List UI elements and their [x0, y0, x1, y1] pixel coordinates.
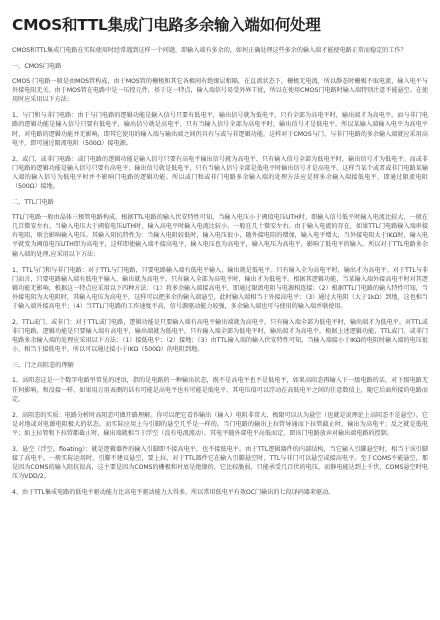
paragraph: 2、或门、或非门电路：或门电路的逻辑功能是输入信号只要有高电平输出信号就为高电平，只有输入信号全部为低电平时，输出信号才为低电平。而或非门电路的逻辑功能是输入信号只要有高电平，输出信号就是低电平，只有当输入信号全部是低电平时输出信号才是高电平。这样当某个或者或非门电路某输入端的输入信号为低电平时并不影响门电路的逻辑功能。所以或门和或非门电路多余输入端的处理方法应是将多余输入端接低电平，即通过限流电阻（500Ω）接地。	[12, 155, 428, 191]
paragraph: 1、高阻态这是一个数字电路里常见的述语，指的是电路的一种输出状态，既不是高电平也不是低电平，如果高阻态再输入下一级电路的话，对下级电路无任何影响，和没接一样，如果用万用表测的话有可能是高电平也有可能是低电平，其电压值可以浮动在高低电平之间的任意数值上，随它后面所接的电路而定。	[12, 377, 428, 403]
paragraph: 2、TTL或门、或非门：对于TTL或门电路，逻辑功能是只要输入端有高电平输出端就为高电平，只有输入端全部为低电平时，输出端才为低电平。对TTL或非门电路，逻辑功能是只要输入端有高电平，输出端就为低电平，只有输入端全部为低电平时，输出端才为高电平。根据上述逻辑功能，TTL或门、或非门电路多余输入端的处理应采用以下方法：（1）接低电平；（2）接地；（3）由TTL输入端的输入伏安特性可知，当输入端接小于IKΩ的电阻时输入端的电压很小，相当于接低电平，所以可以通过接小于IKΩ（500Ω）的电阻到地。	[12, 319, 428, 354]
article-body	[12, 46, 428, 497]
paragraph: 2、高阻态的实质：电路分析时高阻态可做开路理解。你可以把它看作输出（输入）电阻非常大，极限可以认为悬空（也就是说理论上高阻态不是悬空）。它是对地或对电源电阻极大的状态。而实际应用上与引脚的悬空几乎是一样的。当门电路的输出上拉管导通而下拉管截止时，输出为高电平；反之就是低电平；如上拉管和下拉管都截止时，输出端就相当于浮空（没有电流流动），其电平随外部电平高低而定，即该门电路放弃对输出端电路的控制。	[12, 411, 428, 437]
paragraph: 4、由于TTL集成电路的低电平驱动能力比高电平驱动能力大得多，所以常用低电平有效OC门输出的七段译码器来驱动。	[12, 489, 335, 497]
paragraph: TTL门电路一般由晶体三极管电路构成。根据TTL电路的输入伏安特性可知，当输入电压小于阈值电压UTH时，即输入信号低平时输入电流比较大，一般在几百微安左右。当输入电压大于阈值电压UTH时，输入高电平时输入电流比较小，一般在几十微安左右。由于输入电流的存在，如果TTL门电路输入端串接有电阻，则会影响输入电压。其输入阻抗特性为：当输入电阻较低时，输入电压很小，随外接电阻的增加，输入电平增大，当外接电阻大于IKΩ时，输入电平就变为阈值电压UTH即为高电平，这样即使输入端不接高电平，输入电压也为高电平，输入电压为高电平，影响了低电平的输入。所以对于TTL电路多余输入端的处理,应采用以下方法：	[12, 214, 428, 258]
paragraph: 3、悬空（浮空，floating）：就是逻辑器件的输入引脚即不接高电平，也不接低电平。由于TTL逻辑器件的内部结构，当它输入引脚悬空时，相当于该引脚接了高电平。一般实际运用时，引脚不建议悬空，要上拉。对于TTL器件它在输入引脚悬空时，TTL与非门可以悬空或接高电平。至于COMS不能悬空，那是因为COMS的输入阻抗很高，这主要是因为COMS的栅极和衬底是绝缘的，它比较脆弱，只能承受几百伏的电压，而静电能达到上千伏，COMS悬空时电压为VDD/2。	[12, 446, 428, 481]
section-heading: 二、TTL门电路	[12, 199, 54, 207]
section-heading: 三、门之高阻态的理解	[12, 362, 74, 370]
paragraph: 1、TTL与门和与非门电路：对于TTL与门电路，只要电路输入端有低电平输入，输出就是低电平。只有输入全为高电平时，输出才为高电平。对于TTL与非门而言，只要电路输入端有低电平输入，输出就为高电平，只有输入全部为高电平时，输出才为低电平。根据其逻辑功能，当某输入端外接高电平时对其逻辑功能无影响，根据这一特点应采用以下四种方法：（1）将多余输入端接高电平，即通过限流电阻与电源相连接；（2）根据TTL门电路的输入特性可知，当外接电阻为大电阻时，其输入电压为高电平，这样可以把多余的输入端悬空，此时输入端相当于外接高电平；（3）通过大电阻（大于1kΩ）到地，这也相当于输入端外接高电平；（4）当TTL门电路的工作速度不高，信号源驱动能力较强，多余输入端也可与使用的输入端并联使用。	[12, 266, 428, 310]
paragraph: 1、与门和与非门电路：由于与门电路的逻辑功能是输入信号只要有低电平，输出信号就为低电平，只有全部为高电平时，输出端才为高电平。而与非门电路的逻辑功能是输入信号只要有低电平，输出信号就是高电平，只有当输入信号全部为高电平时，输出信号才是低电平。所以某输入端输入电平为高电平时，对电路的逻辑功能并无影响，即其它使用的输入端与输出端之间仍具有与或与非逻辑功能。这样对于CMOS与门、与非门电路的多余输入端就应采用高电平，即可通过限流电阻（500Ω）接电源。	[12, 112, 428, 147]
paragraph: CMOS 门电路一般是由MOS管构成，由于MOS管的栅极和其它各极间有绝缘层相隔，在直流状态下，栅极无电流，所以静态时栅极不取电流，输入电平与外接电阻无关。由于MOS管在电路中是一压控元件，基于这一特点，输入端信号易受外界干扰，所以在使用CMOS门电路时输入端特别注意不能悬空。在使用时应采用以下方法：	[12, 78, 429, 104]
section-heading: 一、CMOS门电路	[12, 63, 62, 71]
paragraph: CMOS和TTL集成门电路在实际使用时经常遇到这样一个问题，即输入端有多余的，如何正确处理这些多余的输入端才能使电路正常而稳定的工作？	[12, 47, 407, 54]
article-title: CMOS和TTL集成门电路多余输入端如何处理	[12, 16, 321, 34]
